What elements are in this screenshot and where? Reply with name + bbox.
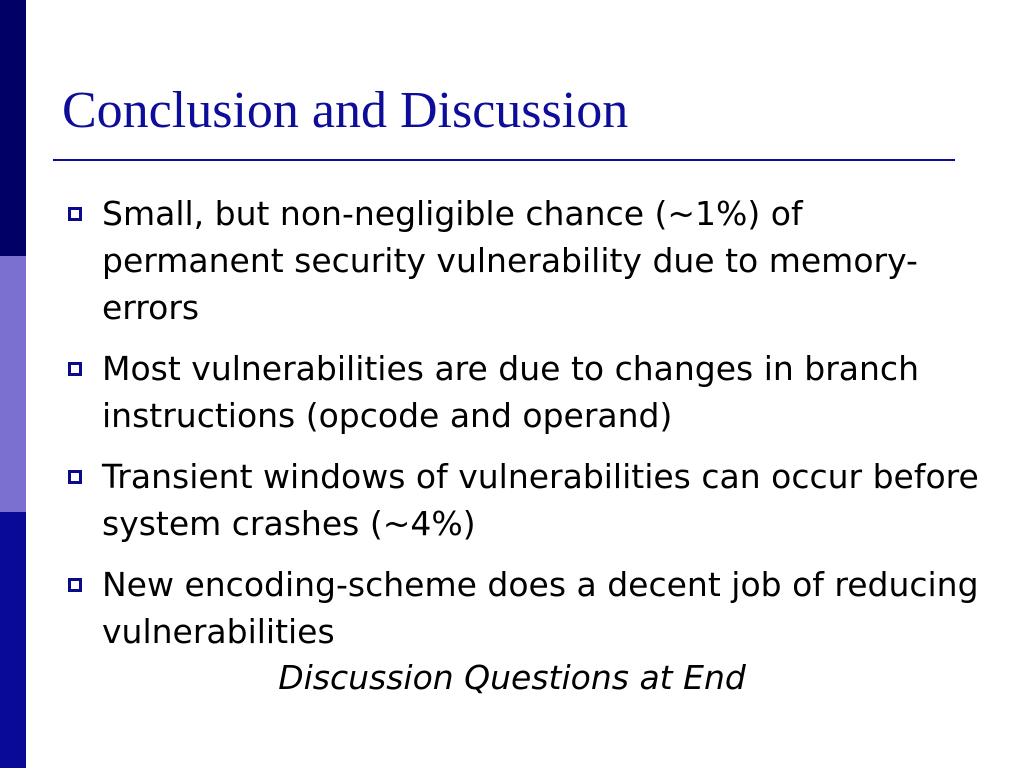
bullet-list: [64, 190, 984, 669]
bullet-item: [64, 453, 984, 547]
hollow-square-bullet-icon: [68, 578, 82, 592]
hollow-square-bullet-icon: [68, 207, 82, 221]
bullet-text: Transient windows of vulnerabilities can occur before system crashes (~4%): [102, 457, 979, 543]
bullet-item: [64, 190, 984, 331]
hollow-square-bullet-icon: [68, 362, 82, 376]
hollow-square-bullet-icon: [68, 470, 82, 484]
bullet-text: Most vulnerabilities are due to changes in branch instructions (opcode and operand): [102, 349, 919, 435]
bullet-item: [64, 345, 984, 439]
title-divider: [53, 159, 955, 161]
closing-note: Discussion Questions at End: [278, 658, 746, 697]
side-bar-bottom: [0, 512, 26, 768]
side-bar-middle: [0, 256, 26, 512]
bullet-text: Small, but non-negligible chance (~1%) of permanent security vulnerability due to memory-errors: [102, 194, 918, 327]
bullet-text: New encoding-scheme does a decent job of reducing vulnerabilities: [102, 565, 979, 651]
bullet-item: [64, 561, 984, 655]
slide-title: Conclusion and Discussion: [62, 82, 629, 139]
side-bar-top: [0, 0, 26, 256]
